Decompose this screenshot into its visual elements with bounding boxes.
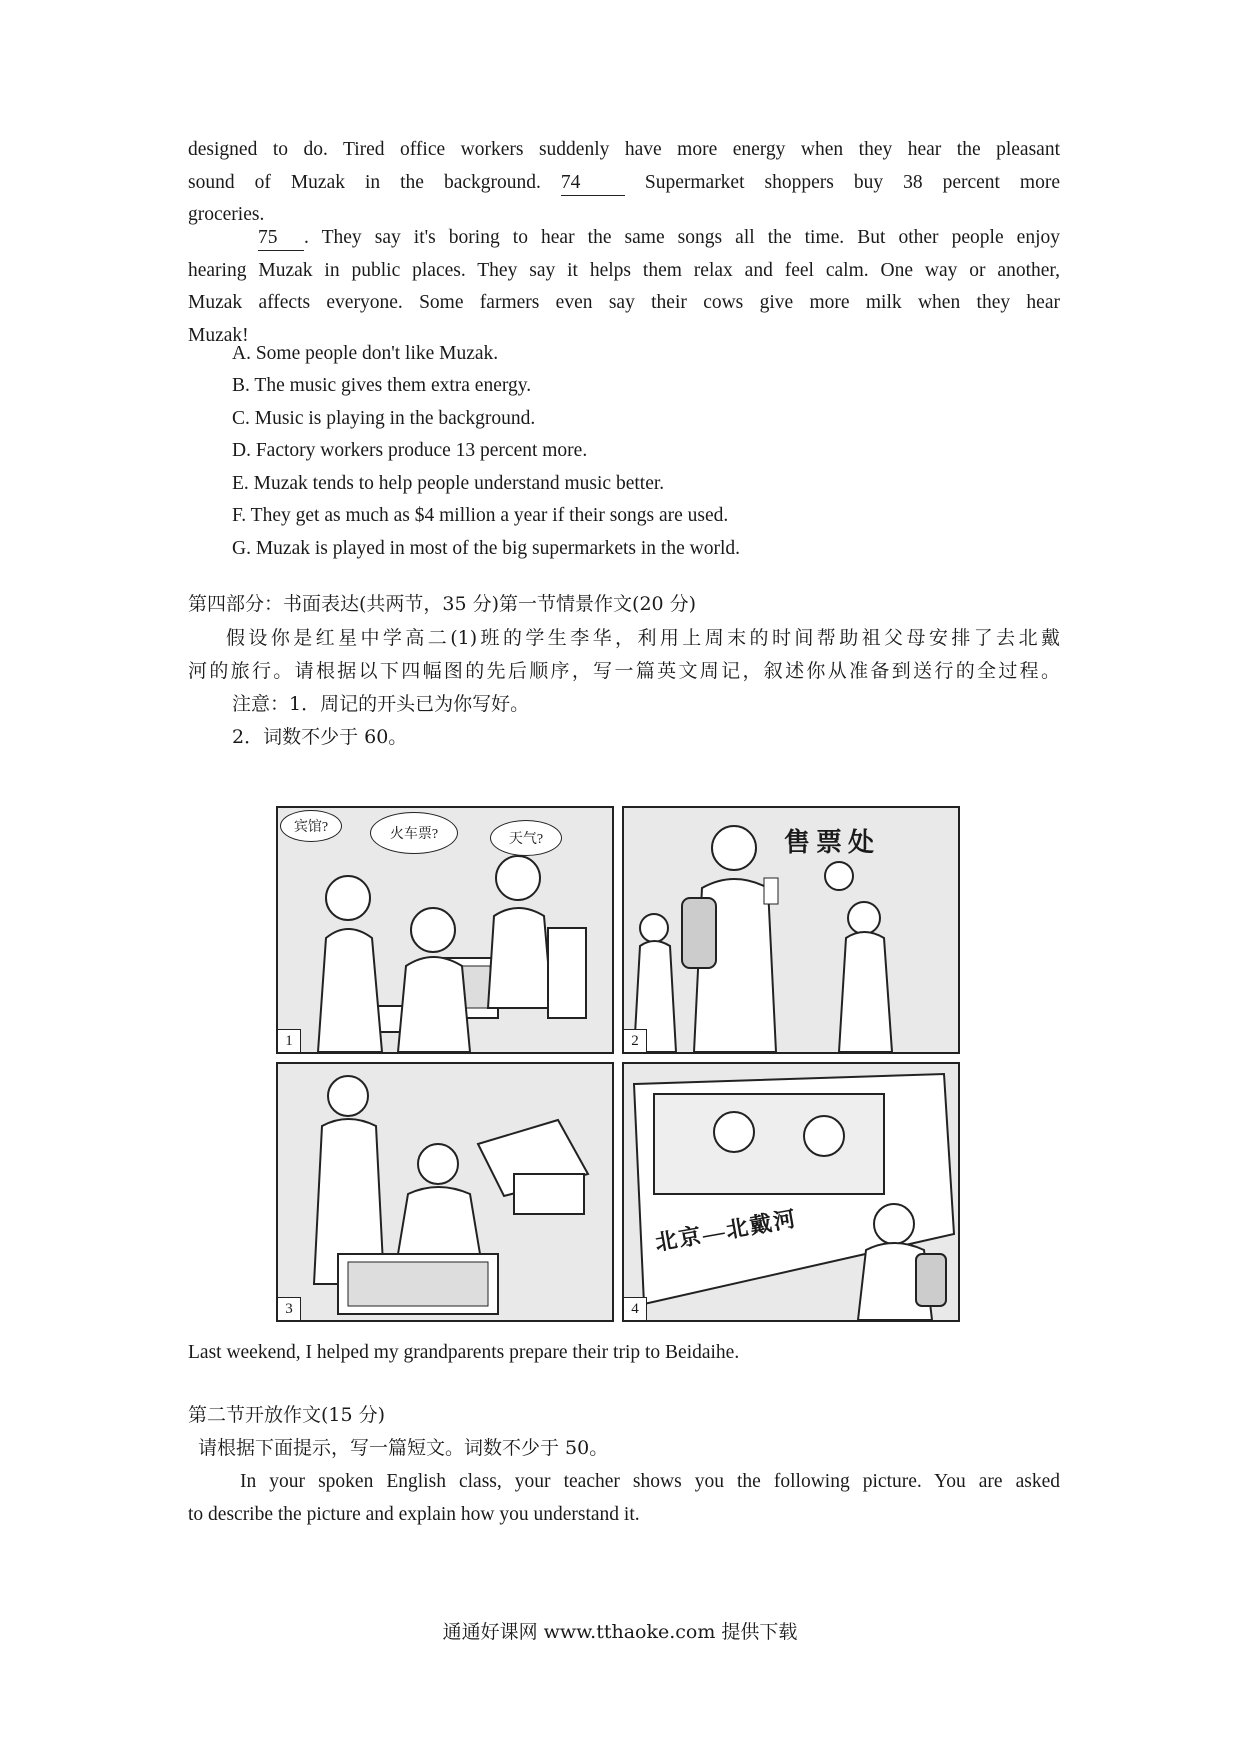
- reading-paragraph-1: [188, 134, 1060, 232]
- reading-text: sound of Muzak in the background.: [188, 171, 541, 193]
- option-a: A. Some people don't like Muzak.: [232, 343, 499, 364]
- panel-number-2: 2: [624, 1029, 647, 1052]
- reading-line: designed to do. Tired office workers suddenly have more energy when they hear the pleasant: [188, 139, 1060, 160]
- panel-number-1: 1: [278, 1029, 301, 1052]
- answer-blank-74[interactable]: 74: [561, 171, 625, 196]
- page-footer: 通通好课网 www.tthaoke.com 提供下载: [442, 1621, 798, 1643]
- panel-4-farewell: [622, 1062, 960, 1322]
- option-b: B. The music gives them extra energy.: [232, 375, 532, 396]
- reading-line: Muzak affects everyone. Some farmers even say their cows give more milk when they hear: [188, 292, 1060, 313]
- option-f: F. They get as much as $4 million a year if their songs are used.: [232, 505, 729, 526]
- reading-line: hearing Muzak in public places. They say it helps them relax and feel calm. One way or another,: [188, 259, 1060, 281]
- task-line: to describe the picture and explain how you understand it.: [188, 1503, 640, 1525]
- speech-bubble-hotel: 宾馆?: [280, 810, 342, 842]
- section2-task: [188, 1466, 1060, 1531]
- task-line: In your spoken English class, your teacher shows you the following picture. You are asked: [240, 1471, 1060, 1492]
- panel-2-ticket-office: [622, 806, 960, 1054]
- panel-3-packing: [276, 1062, 614, 1322]
- four-panel-illustration: [276, 806, 960, 1318]
- speech-bubble-weather: 天气?: [490, 820, 562, 856]
- reading-paragraph-2: [188, 222, 1060, 352]
- part4-prompt: [188, 622, 1060, 687]
- answer-blank-75[interactable]: 75: [258, 226, 304, 251]
- option-d: D. Factory workers produce 13 percent more.: [232, 440, 588, 461]
- part4-note-1: 注意：1．周记的开头已为你写好。: [232, 693, 530, 715]
- section2-instruction: 请根据下面提示，写一篇短文。词数不少于 50。: [198, 1437, 609, 1459]
- reading-line: Muzak!: [188, 324, 249, 346]
- reading-text: . They say it's boring to hear the same songs all the time. But other people enjoy: [304, 227, 1060, 248]
- panel-3-drawing: [278, 1064, 612, 1320]
- speech-bubble-ticket: 火车票?: [370, 812, 458, 854]
- reading-text: Supermarket shoppers buy 38 percent more: [644, 171, 1061, 193]
- part4-note-2: 2．词数不少于 60。: [232, 726, 408, 748]
- ticket-office-sign: 售票处: [784, 828, 881, 857]
- prompt-line: 河的旅行。请根据以下四幅图的先后顺序，写一篇英文周记，叙述你从准备到送行的全过程。: [188, 659, 1060, 682]
- panel-number-3: 3: [278, 1297, 301, 1320]
- reading-line: [188, 167, 1060, 200]
- journal-opening: Last weekend, I helped my grandparents prepare their trip to Beidaihe.: [188, 1342, 740, 1363]
- prompt-line: 假设你是红星中学高二(1)班的学生李华，利用上周末的时间帮助祖父母安排了去北戴: [226, 627, 1060, 649]
- panel-number-4: 4: [624, 1297, 647, 1320]
- train-destination-sign: 北京—北戴河: [653, 1205, 800, 1256]
- reading-line: groceries.: [188, 204, 265, 225]
- reading-line: [188, 222, 1060, 255]
- panel-1-planning: [276, 806, 614, 1054]
- section2-heading: 第二节开放作文(15 分): [188, 1404, 386, 1426]
- option-g: G. Muzak is played in most of the big supermarkets in the world.: [232, 538, 740, 559]
- option-e: E. Muzak tends to help people understand music better.: [232, 473, 665, 494]
- panel-4-drawing: [624, 1064, 958, 1320]
- option-c: C. Music is playing in the background.: [232, 408, 536, 429]
- part4-heading: 第四部分：书面表达(共两节，35 分)第一节情景作文(20 分): [188, 593, 697, 615]
